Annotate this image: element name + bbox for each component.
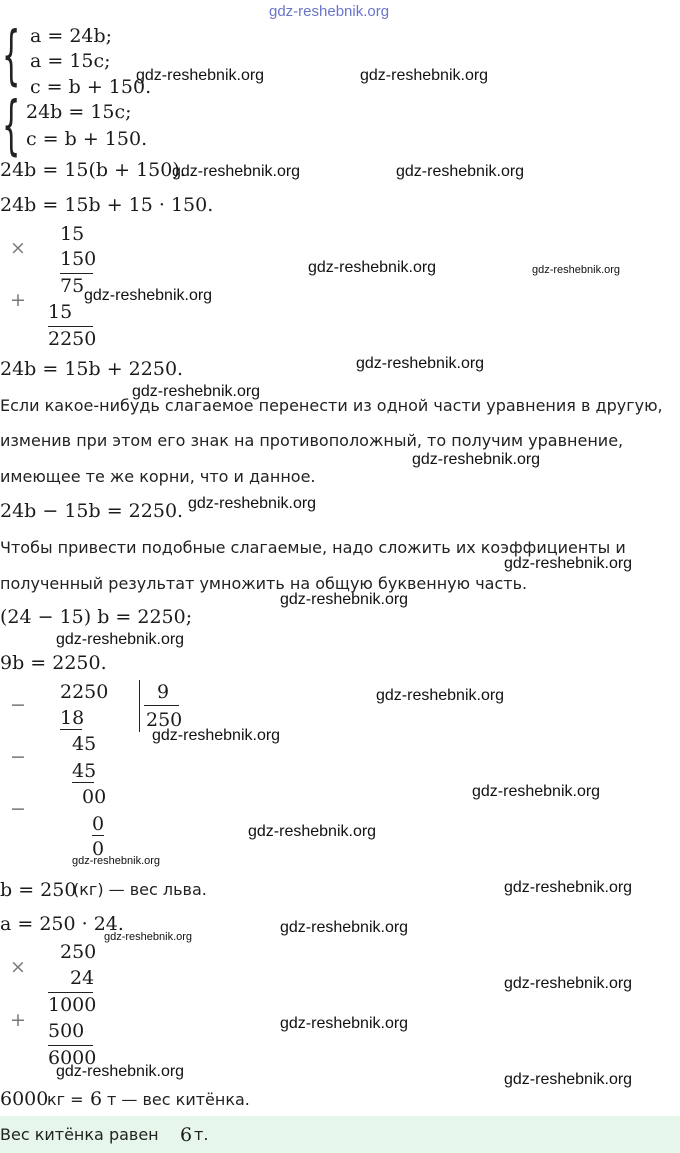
watermark: gdz-reshebnik.org [136,67,265,84]
watermark: gdz-reshebnik.org [280,591,409,608]
watermark: gdz-reshebnik.org [84,287,213,304]
mult1-result: 2250 [48,328,97,350]
answer-unit: т. [194,1125,209,1144]
system-line-3: c = b + 150. [30,76,152,98]
division-divisor: 9 [157,681,170,703]
watermark-top: gdz-reshebnik.org [269,3,390,20]
watermark: gdz-reshebnik.org [188,495,317,512]
system-line-2: a = 15c; [30,50,111,72]
watermark: gdz-reshebnik.org [504,879,633,896]
watermark: gdz-reshebnik.org [360,67,489,84]
conversion-number: 6000 [0,1088,49,1110]
conversion-result: 6 [90,1088,103,1110]
mult1-partial-1: 75 [60,275,85,297]
watermark: gdz-reshebnik.org [152,727,281,744]
division-minus-3: − [10,798,26,820]
brace-outer-top: { [2,19,21,93]
division-rem-1: 45 [72,733,97,755]
division-quotient: 250 [146,709,183,731]
watermark: gdz-reshebnik.org [104,931,193,943]
rule-1-line-2: изменив при этом его знак на противоположный, то получим уравнение, [0,431,624,450]
watermark: gdz-reshebnik.org [356,355,485,372]
rule-2-line-1: Чтобы привести подобные слагаемые, надо сложить их коэффициенты и [0,538,626,557]
rule-1-line-3: имеющее те же корни, что и данное. [0,467,316,486]
division-bar [139,680,140,732]
system-line-4: 24b = 15c; [26,101,132,123]
rule-1-line-1: Если какое-нибудь слагаемое перенести из одной части уравнения в другую, [0,396,663,415]
system-line-5: c = b + 150. [26,128,148,150]
mult2-line-2 [48,1045,93,1046]
division-minus-1: − [10,694,26,716]
answer-box [0,1116,680,1153]
watermark: gdz-reshebnik.org [132,383,261,400]
add-sign: + [10,289,26,311]
division-sub-1: 18 [60,707,85,729]
answer-text: Вес китёнка равен [0,1125,159,1144]
multiply-sign: × [10,956,26,978]
result-b-math: b = 250 [0,879,77,901]
mult1-factor-b: 150 [60,248,97,270]
watermark: gdz-reshebnik.org [472,783,601,800]
watermark: gdz-reshebnik.org [504,975,633,992]
answer-value: 6 [180,1124,193,1146]
watermark: gdz-reshebnik.org [280,919,409,936]
watermark: gdz-reshebnik.org [248,823,377,840]
equation-4: 24b − 15b = 2250. [0,500,184,522]
watermark: gdz-reshebnik.org [72,855,161,867]
mult1-line-1 [60,273,93,274]
equation-6: 9b = 2250. [0,652,107,674]
equation-7: a = 250 · 24. [0,913,124,935]
division-line-1 [60,729,82,730]
equation-3: 24b = 15b + 2250. [0,358,184,380]
conversion-unit: кг = [47,1090,84,1109]
system-line-1: a = 24b; [30,25,113,47]
result-b-text: (кг) — вес льва. [73,880,207,899]
division-divisor-line [144,705,179,706]
equation-1: 24b = 15(b + 150). [0,159,186,181]
mult2-factor-b: 24 [70,967,95,989]
watermark: gdz-reshebnik.org [412,451,541,468]
division-line-2 [72,782,94,783]
mult2-partial-2: 500 [48,1020,85,1042]
equation-5: (24 − 15) b = 2250; [0,606,193,628]
brace-outer-bottom: { [2,89,21,163]
watermark: gdz-reshebnik.org [172,163,301,180]
division-line-3 [92,835,104,836]
mult2-factor-a: 250 [60,941,97,963]
add-sign: + [10,1009,26,1031]
mult2-line-1 [48,992,93,993]
rule-2-line-2: полученный результат умножить на общую буквенную часть. [0,574,528,593]
mult2-partial-1: 1000 [48,994,97,1016]
watermark: gdz-reshebnik.org [308,259,437,276]
watermark: gdz-reshebnik.org [56,1063,185,1080]
division-minus-2: − [10,746,26,768]
conversion-text: т — вес китёнка. [107,1090,250,1109]
watermark: gdz-reshebnik.org [504,555,633,572]
watermark: gdz-reshebnik.org [532,264,621,276]
mult1-factor-a: 15 [60,223,85,245]
watermark: gdz-reshebnik.org [396,163,525,180]
division-sub-2: 45 [72,760,97,782]
watermark: gdz-reshebnik.org [56,631,185,648]
watermark: gdz-reshebnik.org [376,687,505,704]
division-dividend: 2250 [60,681,109,703]
equation-2: 24b = 15b + 15 · 150. [0,194,214,216]
division-rem-3: 0 [92,838,105,860]
mult1-line-2 [48,326,93,327]
mult2-result: 6000 [48,1047,97,1069]
multiply-sign: × [10,237,26,259]
watermark: gdz-reshebnik.org [504,1071,633,1088]
mult1-partial-2: 15 [48,301,73,323]
watermark: gdz-reshebnik.org [280,1015,409,1032]
division-rem-2: 00 [82,786,107,808]
division-sub-3: 0 [92,813,105,835]
